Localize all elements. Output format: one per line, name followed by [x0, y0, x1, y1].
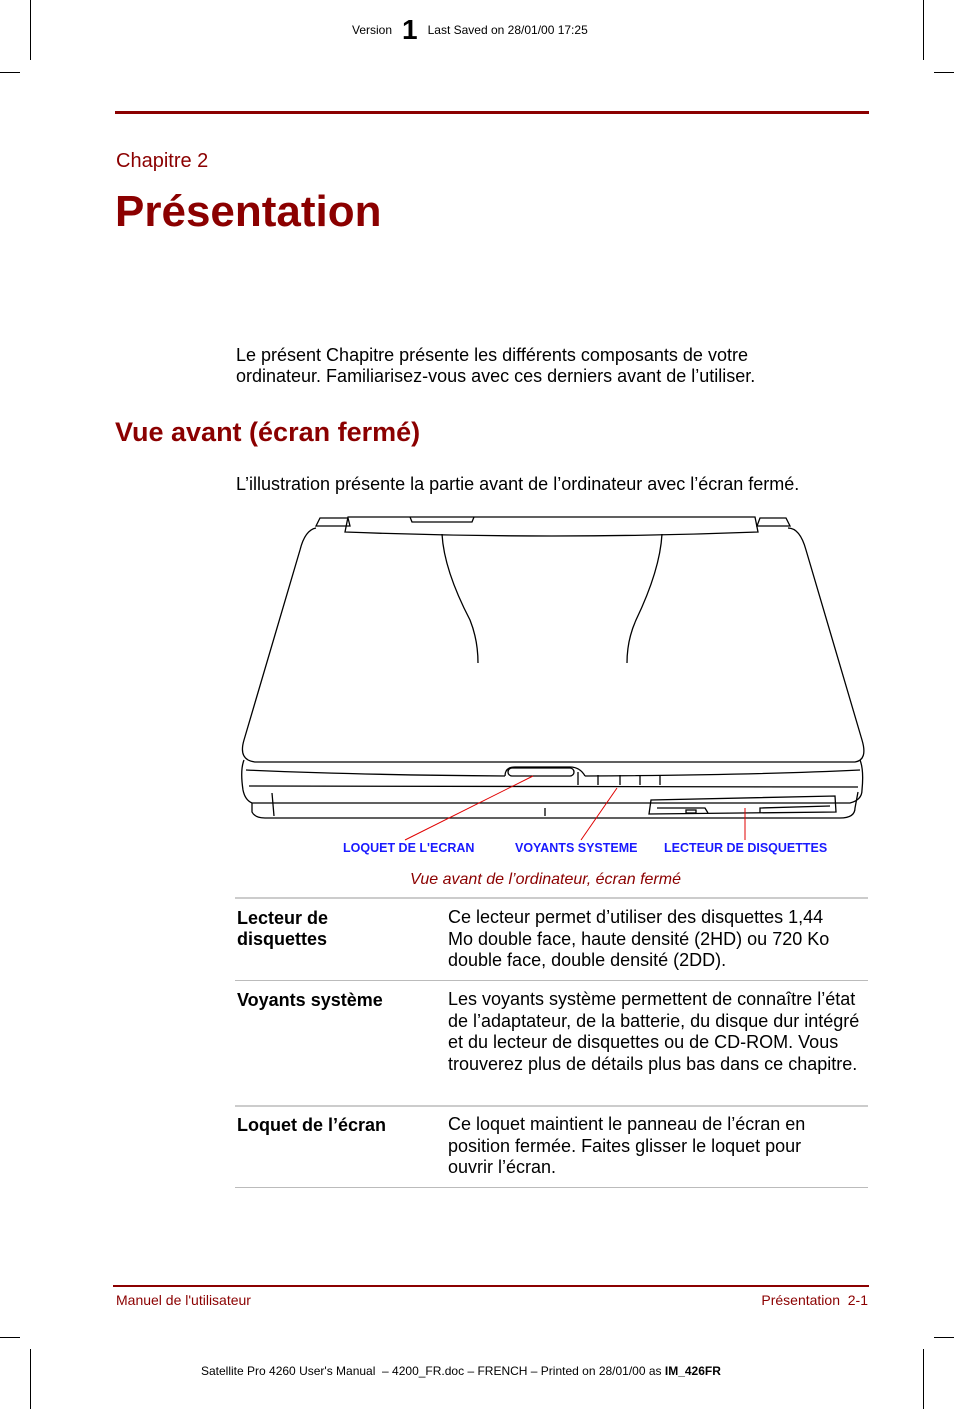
print-id: IM_426FR [664, 1364, 721, 1378]
chapter-label: Chapitre 2 [116, 150, 209, 172]
section-paragraph: L’illustration présente la partie avant de l’ordinateur avec l’écran fermé. [236, 474, 800, 494]
footer-right: Présentation 2-1 [761, 1292, 868, 1308]
callout-display-latch: LOQUET DE L'ECRAN [343, 841, 475, 855]
table-description: Ce lecteur permet d’utiliser des disquettes 1,44 Mo double face, haute densité (2HD) ou 720 Ko double face, double densité (2DD). [448, 907, 830, 970]
callout-floppy-drive: LECTEUR DE DISQUETTES [664, 841, 828, 855]
figure-caption: Vue avant de l’ordinateur, écran fermé [410, 871, 681, 888]
table-description: Ce loquet maintient le panneau de l’écran en position fermée. Faites glisser le loquet pour ouvrir l’écran. [448, 1114, 806, 1177]
section-heading: Vue avant (écran fermé) [115, 417, 421, 447]
table-description: Les voyants système permettent de connaître l’état de l’adaptateur, de la batterie, du disque dur intégré et du lecteur de disquettes ou de CD-ROM. Vous trouverez plus de détails plus bas dans ce chapitre. [448, 989, 860, 1074]
table-divider [235, 1105, 868, 1107]
system-led-icons [578, 772, 660, 785]
version-number: 1 [402, 14, 418, 45]
last-saved: Last Saved on 28/01/00 17:25 [427, 23, 588, 37]
footer-left: Manuel de l'utilisateur [116, 1292, 251, 1308]
print-info-text: Satellite Pro 4260 User's Manual – 4200_FR.doc – FRENCH – Printed on 28/01/00 as [201, 1364, 665, 1378]
page-title: Présentation [115, 187, 382, 236]
table-term: Lecteur de disquettes [237, 908, 329, 949]
table-term: Loquet de l’écran [237, 1115, 387, 1135]
table-divider [235, 897, 868, 899]
callout-system-indicators: VOYANTS SYSTEME [515, 841, 638, 855]
footer-rule [113, 1285, 869, 1287]
table-term: Voyants système [237, 990, 383, 1010]
intro-paragraph: Le présent Chapitre présente les différents composants de votre ordinateur. Familiarisez-vous avec ces derniers avant de l’utiliser. [236, 345, 756, 386]
version-label: Version [352, 23, 393, 37]
table-divider [235, 1187, 868, 1188]
table-divider [235, 980, 868, 981]
print-info [201, 1364, 721, 1378]
